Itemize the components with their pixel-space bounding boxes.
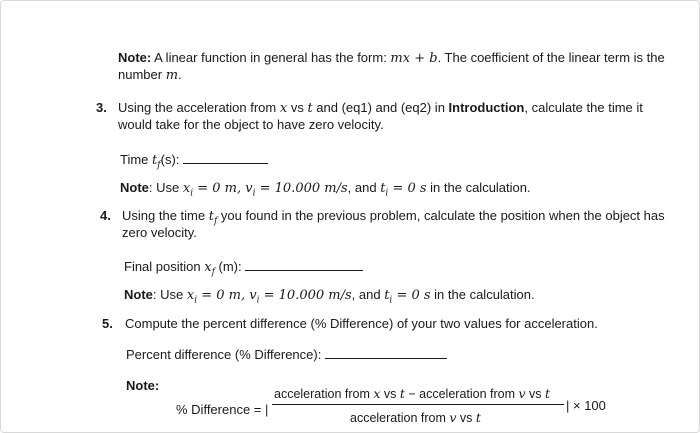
position-answer-row [124, 258, 363, 281]
percent-difference-fraction [272, 386, 568, 432]
percent-difference-answer-row [126, 346, 447, 363]
time-answer-blank[interactable] [183, 151, 268, 164]
question-4-number: 4. [100, 208, 111, 223]
percent-difference-answer-blank[interactable] [325, 346, 447, 359]
fraction-bar [272, 404, 564, 405]
linear-function-note-line1: Note: A linear function in general has the form: mx + b. The coefficient of the linear term is the [118, 50, 665, 66]
position-answer-blank[interactable] [245, 258, 363, 271]
question-4-text-line1: Using the time $t_f$ you found in the previous problem, calculate the position when the object has [122, 208, 665, 227]
question-4-text-line2: zero velocity. [122, 225, 197, 240]
formula-lhs: % Difference = | [176, 402, 269, 417]
question-5-number: 5. [102, 316, 113, 331]
linear-function-note-line2: number m. [118, 67, 182, 83]
question-3-text-line1: Using the acceleration from x vs t and (eq1) and (eq2) in Introduction, calculate the time it [118, 100, 643, 116]
formula-denominator: acceleration from v vs t [350, 410, 481, 425]
formula-numerator: acceleration from x vs t − acceleration from v vs t [274, 386, 551, 401]
question-3-text-line2: would take for the object to have zero velocity. [118, 117, 384, 132]
question-3-note: Note: Use $x_i = 0$ m, $v_i = 10.000$ m/s, and $t_i = 0$ s in the calculation. [120, 180, 531, 199]
time-answer-row [120, 151, 268, 174]
time-answer-label: Time $t_f(s)$: [120, 152, 180, 171]
percent-difference-answer-label: Percent difference (% Difference): [126, 347, 322, 362]
question-5-note-label: Note: [126, 378, 160, 393]
formula-rhs: | × 100 [566, 398, 606, 413]
position-answer-label: Final position $x_f$ (m): [124, 259, 242, 278]
question-3-number: 3. [96, 100, 107, 115]
question-4-note: Note: Use $x_i = 0$ m, $v_i = 10.000$ m/s, and $t_i = 0$ s in the calculation. [124, 287, 535, 306]
question-5-text: Compute the percent difference (% Difference) of your two values for acceleration. [125, 316, 598, 331]
